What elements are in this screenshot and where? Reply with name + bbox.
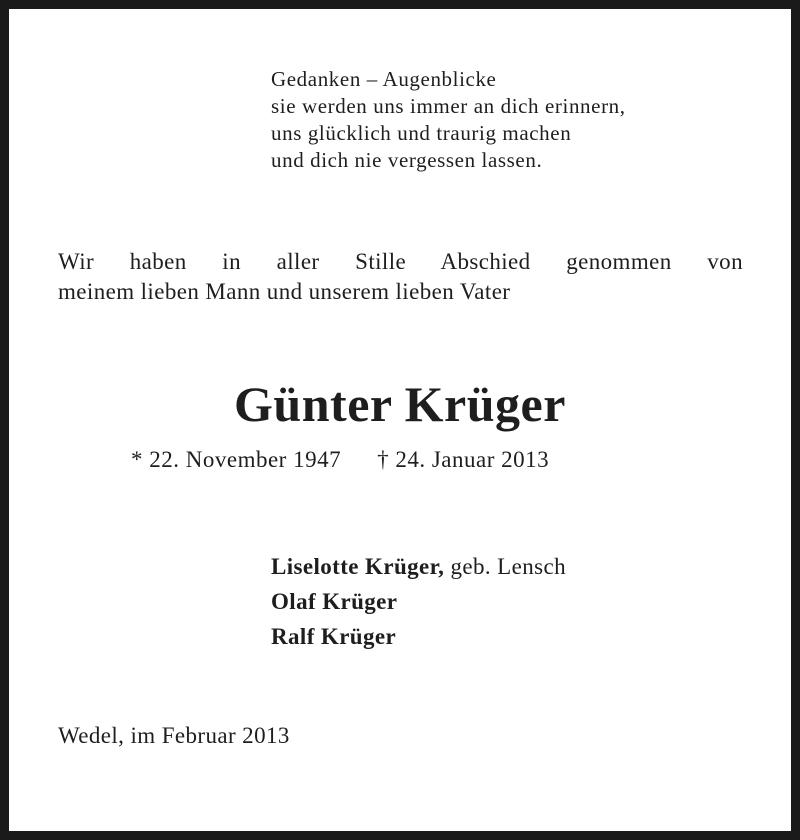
poem-line: sie werden uns immer an dich erinnern, <box>271 94 626 118</box>
death-date: † 24. Januar 2013 <box>377 447 550 472</box>
family-member-name: Ralf Krüger <box>271 624 397 649</box>
intro-line: Wir haben in aller Stille Abschied genommen von <box>58 249 743 274</box>
intro-line: meinem lieben Mann und unserem lieben Vater <box>58 279 511 304</box>
poem-line: uns glücklich und traurig machen <box>271 121 572 145</box>
family-member-note: geb. Lensch <box>444 554 566 579</box>
family-member <box>271 584 566 619</box>
family-member-name: Olaf Krüger <box>271 589 398 614</box>
birth-date: * 22. November 1947 <box>131 447 342 472</box>
poem <box>271 66 626 174</box>
place-and-date: Wedel, im Februar 2013 <box>58 723 290 748</box>
family-member <box>271 549 566 584</box>
deceased-name: Günter Krüger <box>234 376 566 432</box>
family-list <box>271 549 566 654</box>
life-dates <box>131 445 549 475</box>
poem-line: und dich nie vergessen lassen. <box>271 148 543 172</box>
poem-line: Gedanken – Augenblicke <box>271 67 497 91</box>
family-member <box>271 619 566 654</box>
family-member-name: Liselotte Krüger, <box>271 554 445 579</box>
intro-text <box>58 247 743 307</box>
